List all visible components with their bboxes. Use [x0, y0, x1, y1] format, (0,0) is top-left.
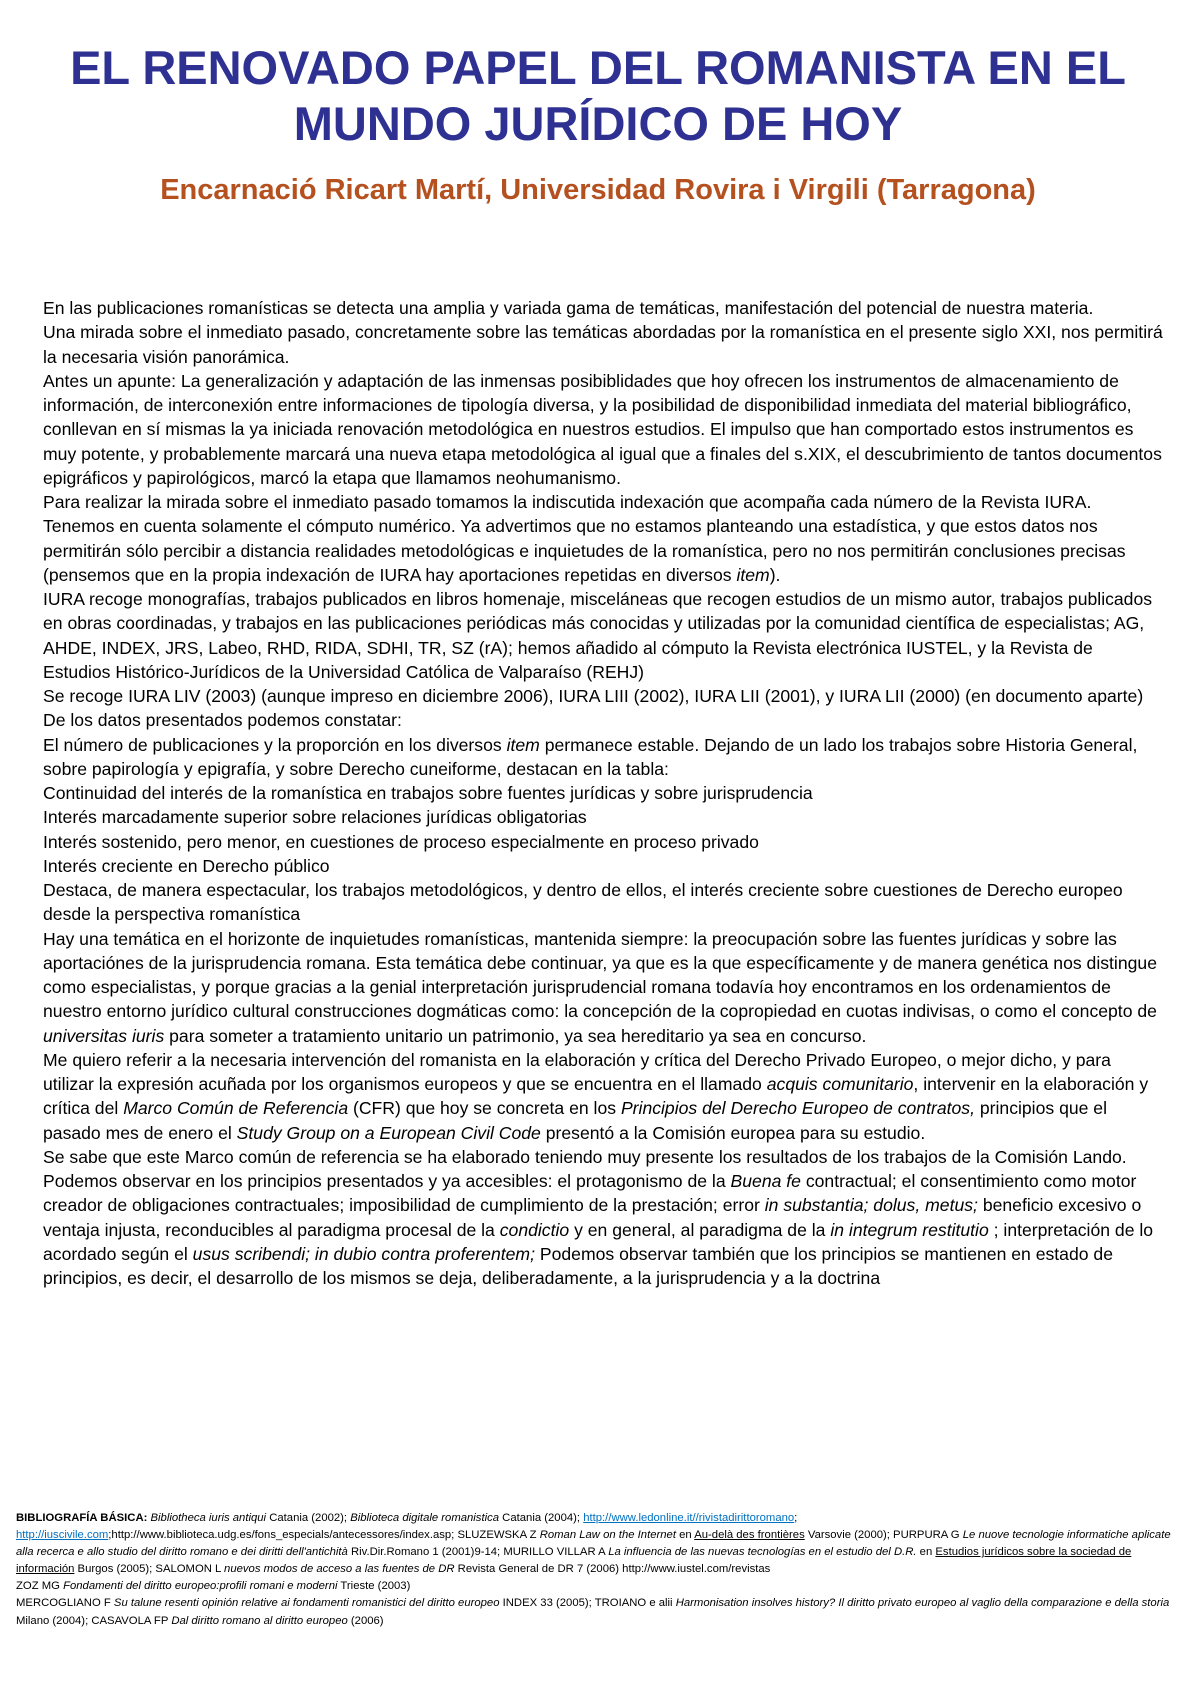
paragraph: De los datos presentados podemos constatar: [43, 710, 402, 731]
paragraph: Una mirada sobre el inmediato pasado, concretamente sobre las temáticas abordadas por la romanística en el presente siglo XXI, nos permitirá la necesaria visión panorámica. [43, 322, 1163, 367]
bibliography-entry: BIBLIOGRAFÍA BÁSICA: Bibliotheca iuris antiqui Catania (2002); Biblioteca digitale romanistica Catania (2004); http://www.ledonline.it//rivistadirittoromano; http://iuscivile.com;http://www.biblioteca.udg.es/fons_especials/antecessores/index.asp; SLUZEWSKA Z Roman Law on the Internet en Au-delà des frontières Varsovie (2000); PURPURA G Le nuove tecnologie informatiche aplicate alla recerca e allo studio del diritto romano e dei diritti dell'antichità Riv.Dir.Romano 1 (2001)9-14; MURILLO VILLAR A La influencia de las nuevas tecnologías en el estudio del D.R. en Estudios jurídicos sobre la sociedad de información Burgos (2005); SALOMON L nuevos modos de acceso a las fuentes de DR Revista General de DR 7 (2006) http://www.iustel.com/revistas [16, 1512, 1171, 1576]
list-item: Interés sostenido, pero menor, en cuestiones de proceso especialmente en proceso privado [43, 831, 759, 852]
page-title: EL RENOVADO PAPEL DEL ROMANISTA EN EL MUNDO JURÍDICO DE HOY [70, 41, 1126, 150]
bibliography-entry: ZOZ MG Fondamenti del diritto europeo:profili romani e moderni Trieste (2003) [16, 1580, 411, 1593]
bibliography [16, 1510, 1182, 1630]
main-body [43, 296, 1163, 1290]
paragraph: IURA recoge monografías, trabajos publicados en libros homenaje, misceláneas que recogen estudios de un mismo autor, trabajos publicados en obras coordinadas, y trabajos en las publicaciones periódicas más conocidas y utilizadas por la comunidad científica de especialistas; AG, AHDE, INDEX, JRS, Labeo, RHD, RIDA, SDHI, TR, SZ (rA); hemos añadido al cómputo la Revista electrónica IUSTEL, y la Revista de Estudios Histórico-Jurídicos de la Universidad Católica de Valparaíso (REHJ) [43, 589, 1153, 682]
paragraph: Para realizar la mirada sobre el inmediato pasado tomamos la indiscutida indexación que acompaña cada número de la Revista IURA. Tenemos en cuenta solamente el cómputo numérico. Ya advertimos que no estamos planteando una estadística, y que estos datos nos permitirán sólo percibir a distancia realidades metodológicas e inquietudes de la romanística, pero no nos permitirán conclusiones precisas (pensemos que en la propia indexación de IURA hay aportaciones repetidas en diversos item). [43, 492, 1126, 585]
list-item: Interés marcadamente superior sobre relaciones jurídicas obligatorias [43, 807, 587, 828]
paragraph: Se sabe que este Marco común de referencia se ha elaborado teniendo muy presente los resultados de los trabajos de la Comisión Lando. Podemos observar en los principios presentados y ya accesibles: el protagonismo de la Buena fe contractual; el consentimiento como motor creador de obligaciones contractuales; imposibilidad de cumplimiento de la prestación; error in substantia; dolus, metus; beneficio excesivo o ventaja injusta, reconducibles al paradigma procesal de la condictio y en general, al paradigma de la in integrum restitutio ; interpretación de lo acordado según el usus scribendi; in dubio contra proferentem; Podemos observar también que los principios se mantienen en estado de principios, es decir, el desarrollo de los mismos se deja, deliberadamente, a la jurisprudencia y a la doctrina [43, 1146, 1154, 1288]
paragraph: Hay una temática en el horizonte de inquietudes romanísticas, mantenida siempre: la preocupación sobre las fuentes jurídicas y sobre las aportaciónes de la jurisprudencia romana. Esta temática debe continuar, ya que es la que específicamente y de manera genética nos distingue como especialistas, y porque gracias a la genial interpretación jurisprudencial romana todavía hoy encontramos en los ordenamientos de nuestro entorno jurídico cultural construcciones dogmáticas como: la concepción de la copropiedad en cuotas indivisas, o como el concepto de universitas iuris para someter a tratamiento unitario un patrimonio, ya sea hereditario ya sea en concurso. [43, 928, 1157, 1046]
bibliography-entry: MERCOGLIANO F Su talune resenti opinión relative ai fondamenti romanistici del diritto europeo INDEX 33 (2005); TROIANO e alii Harmonisation insolves history? Il diritto privato europeo al vaglio della comparazione e della storia Milano (2004); CASAVOLA FP Dal diritto romano al diritto europeo (2006) [16, 1597, 1170, 1627]
ledonline-link[interactable]: http://www.ledonline.it//rivistadirittoromano [583, 1512, 795, 1524]
iuscivile-link[interactable]: http://iuscivile.com [16, 1529, 109, 1542]
paragraph: Antes un apunte: La generalización y adaptación de las inmensas posibiblidades que hoy ofrecen los instrumentos de almacenamiento de información, de interconexión entre informaciones de tipología diversa, y la posibilidad de disponibilidad inmediata del material bibliográfico, conllevan en sí mismas la ya iniciada renovación metodológica en nuestros estudios. El impulso que han comportado estos instrumentos es muy potente, y probablemente marcará una nueva etapa metodológica al igual que a finales del s.XIX, el descubrimiento de tantos documentos epigráficos y papirológicos, marcó la etapa que llamamos neohumanismo. [43, 370, 1162, 488]
list-item: Continuidad del interés de la romanística en trabajos sobre fuentes jurídicas y sobre jurisprudencia [43, 783, 813, 803]
paragraph: El número de publicaciones y la proporción en los diversos item permanece estable. Dejando de un lado los trabajos sobre Historia General, sobre papirología y epigrafía, y sobre Derecho cuneiforme, destacan en la tabla: [43, 734, 1138, 779]
paragraph: En las publicaciones romanísticas se detecta una amplia y variada gama de temáticas, manifestación del potencial de nuestra materia. [43, 298, 1094, 318]
paragraph: Destaca, de manera espectacular, los trabajos metodológicos, y dentro de ellos, el interés creciente sobre cuestiones de Derecho europeo desde la perspectiva romanística [43, 880, 1123, 925]
list-item: Interés creciente en Derecho público [43, 855, 330, 876]
paragraph: Se recoge IURA LIV (2003) (aunque impreso en diciembre 2006), IURA LIII (2002), IURA LII (2001), y IURA LII (2000) (en documento aparte) [43, 686, 1144, 706]
paragraph: Me quiero referir a la necesaria intervención del romanista en la elaboración y crítica del Derecho Privado Europeo, o mejor dicho, y para utilizar la expresión acuñada por los organismos europeos y que se encuentra en el llamado acquis comunitario, intervenir en la elaboración y crítica del Marco Común de Referencia (CFR) que hoy se concreta en los Principios del Derecho Europeo de contratos, principios que el pasado mes de enero el Study Group on a European Civil Code presentó a la Comisión europea para su estudio. [43, 1049, 1149, 1143]
author-line: Encarnació Ricart Martí, Universidad Rovira i Virgili (Tarragona) [160, 174, 1036, 206]
